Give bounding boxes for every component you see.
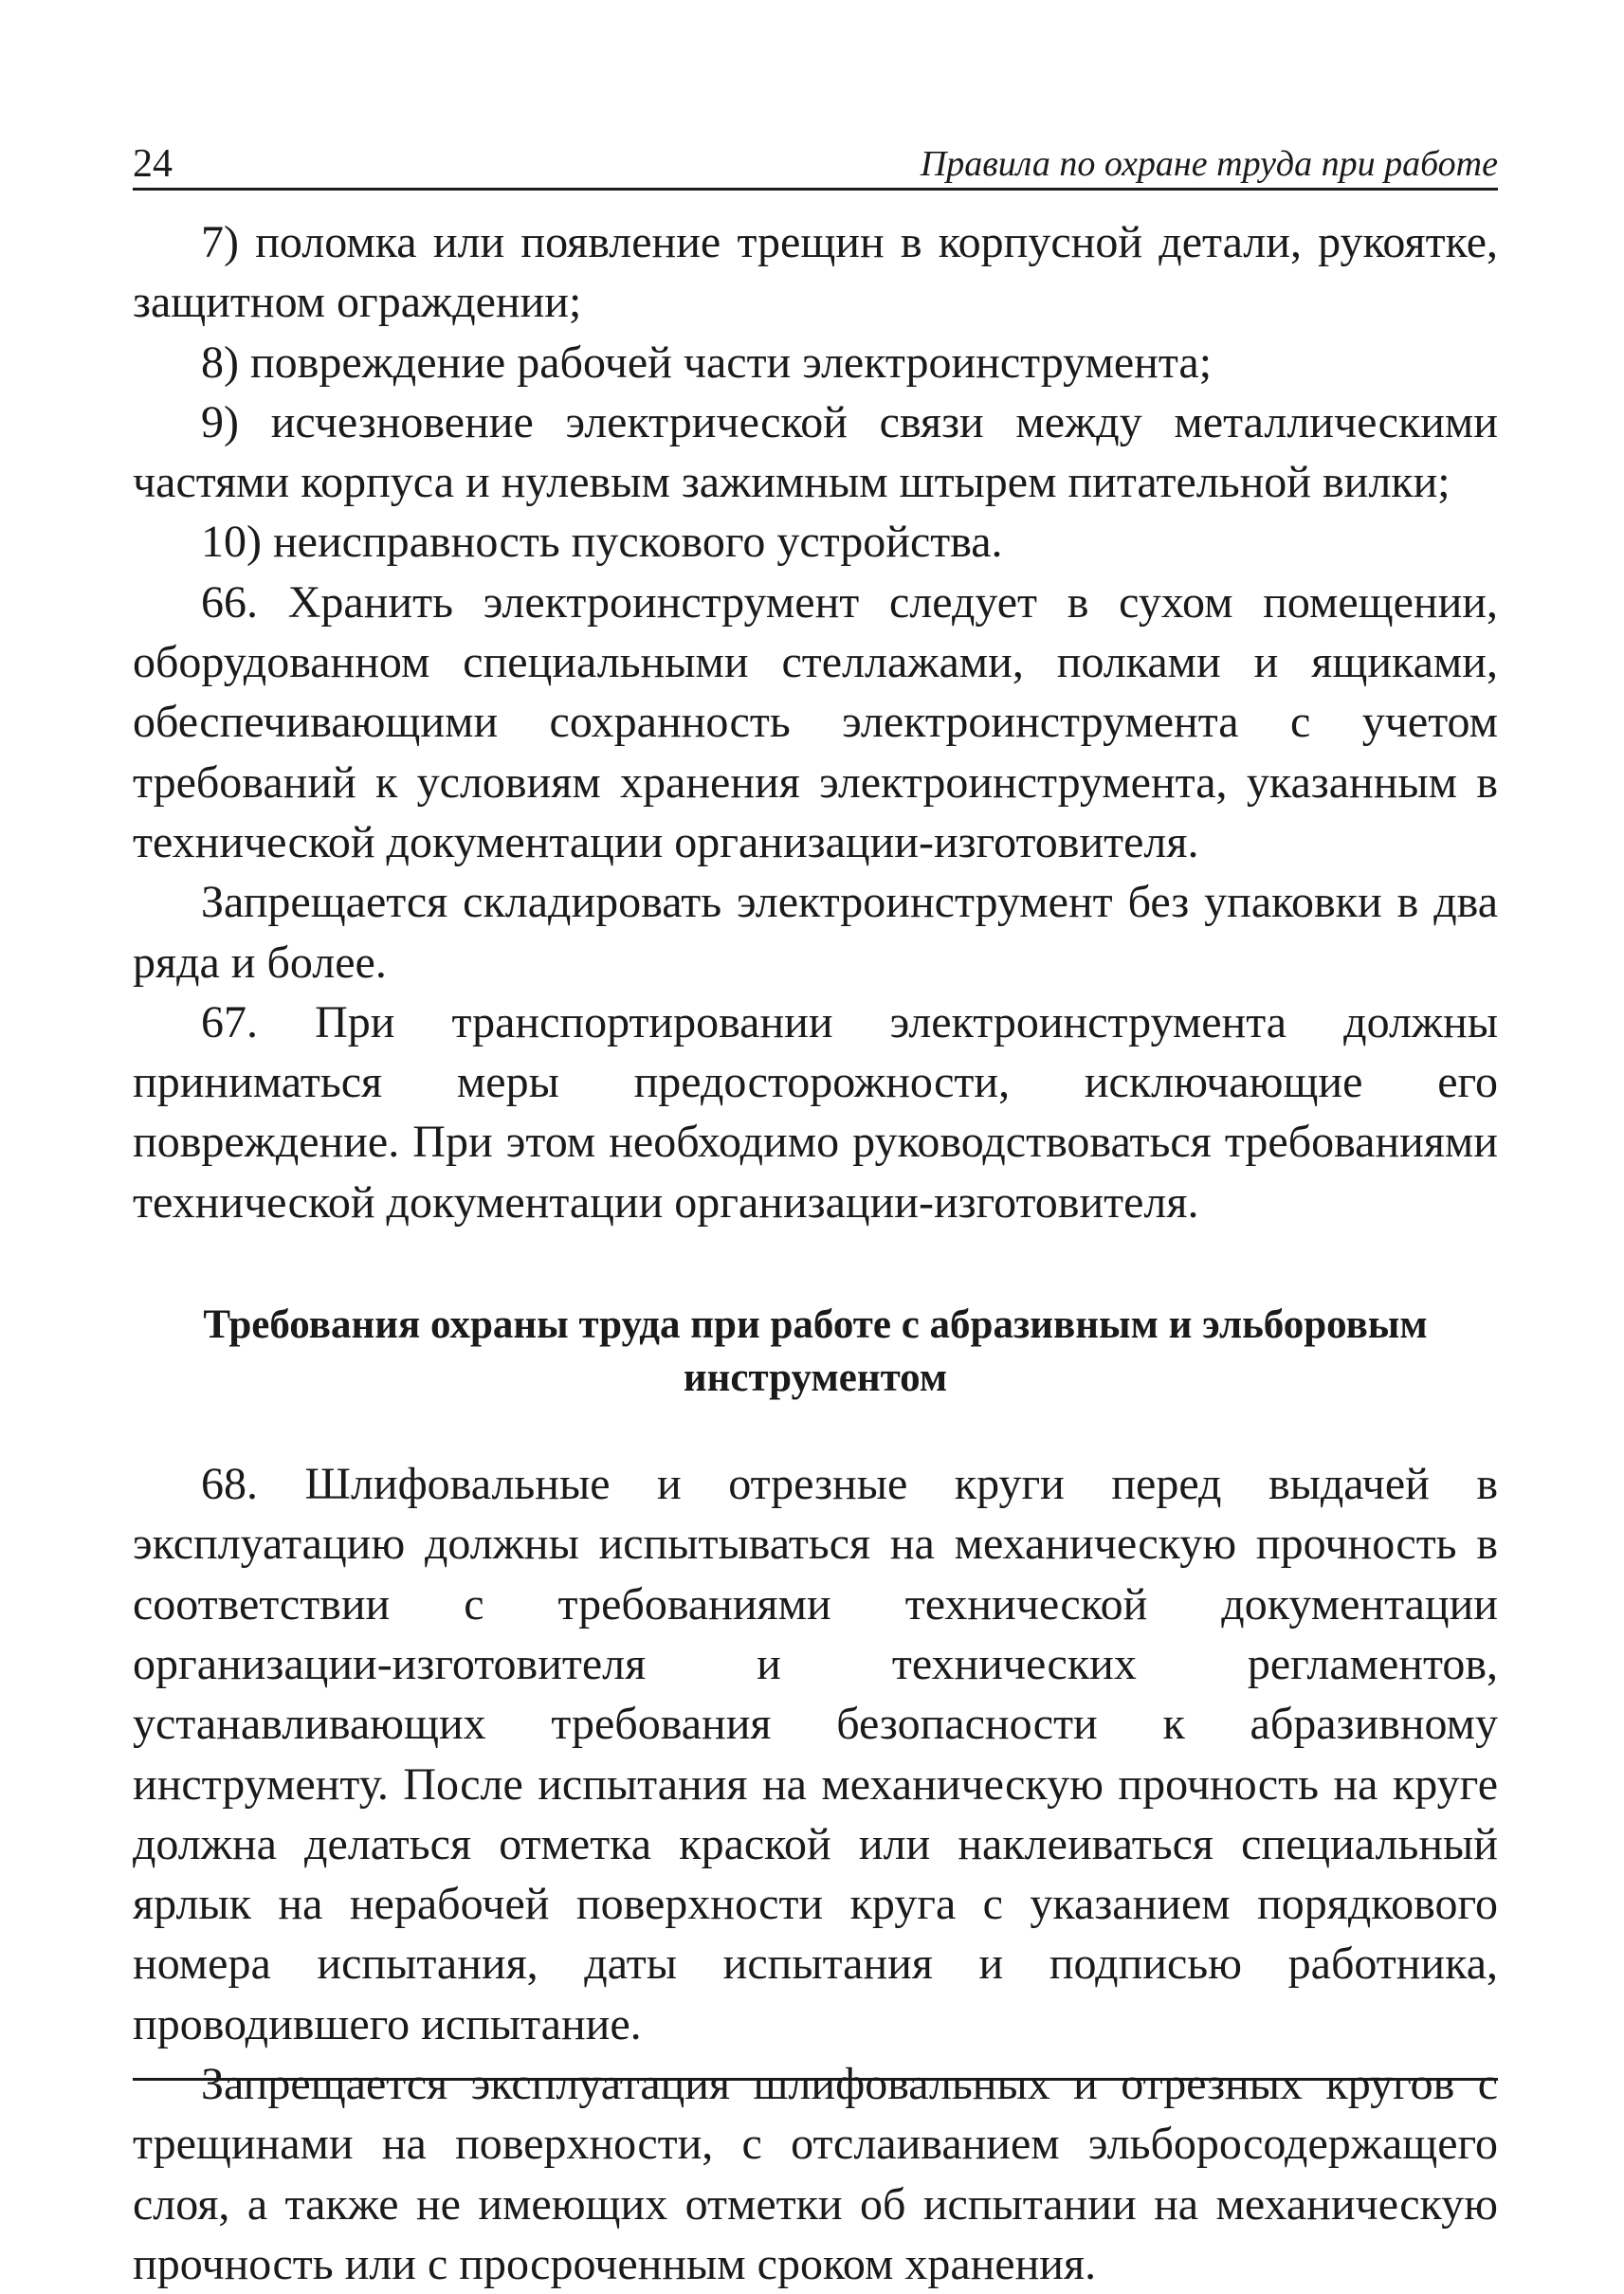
- list-item-7: 7) поломка или появление трещин в корпусной детали, рукоятке, защитном ограждении;: [133, 217, 1498, 328]
- list-item-9: 9) исчезновение электрической связи между металлическими частями корпуса и нулевым зажимным штырем питательной вилки;: [133, 396, 1498, 508]
- section-heading: [161, 1299, 1469, 1405]
- running-title: Правила по охране труда при работе: [920, 144, 1498, 184]
- page-header: [133, 135, 1498, 191]
- list-item-10: 10) неисправность пускового устройства.: [201, 517, 1003, 568]
- paragraph-68-prohibition: Запрещается эксплуатация шлифовальных и отрезных кругов с трещинами на поверхности, с отслаиванием эльборосодержащего слоя, а также не имеющих отметки об испытании на механическую прочность или с просроченным сроком хранения.: [133, 2059, 1498, 2289]
- paragraph-68: 68. Шлифовальные и отрезные круги перед выдачей в эксплуатацию должны испытываться на механическую прочность в соответствии с требованиями технической документации организации-изготовителя и технических регламентов, устанавливающих требования безопасности к абразивному инструменту. После испытания на механическую прочность на круге должна делаться отметка краской или наклеиваться специальный ярлык на нерабочей поверхности круга с указанием порядкового номера испытания, даты испытания и подписью работника, проводившего испытание.: [133, 1459, 1498, 2049]
- page-number: 24: [133, 142, 173, 186]
- section-heading-line-1: Требования охраны труда при работе с абразивным и эльборовым: [203, 1302, 1428, 1348]
- paragraph-66-prohibition: Запрещается складировать электроинструмент без упаковки в два ряда и более.: [133, 877, 1498, 988]
- footer-rule: [133, 2078, 1498, 2081]
- paragraph-67: 67. При транспортировании электроинструмента должны приниматься меры предосторожности, исключающие его повреждение. При этом необходимо руководствоваться требованиями технической документации организации-изготовителя.: [133, 996, 1498, 1228]
- list-item-8: 8) повреждение рабочей части электроинструмента;: [201, 337, 1213, 388]
- section-heading-line-2: инструментом: [683, 1356, 948, 1401]
- page-body: [133, 212, 1498, 2294]
- paragraph-66: 66. Хранить электроинструмент следует в сухом помещении, оборудованном специальными стеллажами, полками и ящиками, обеспечивающими сохранность электроинструмента с учетом требований к условиям хранения электроинструмента, указанным в технической документации организации-изготовителя.: [133, 576, 1498, 867]
